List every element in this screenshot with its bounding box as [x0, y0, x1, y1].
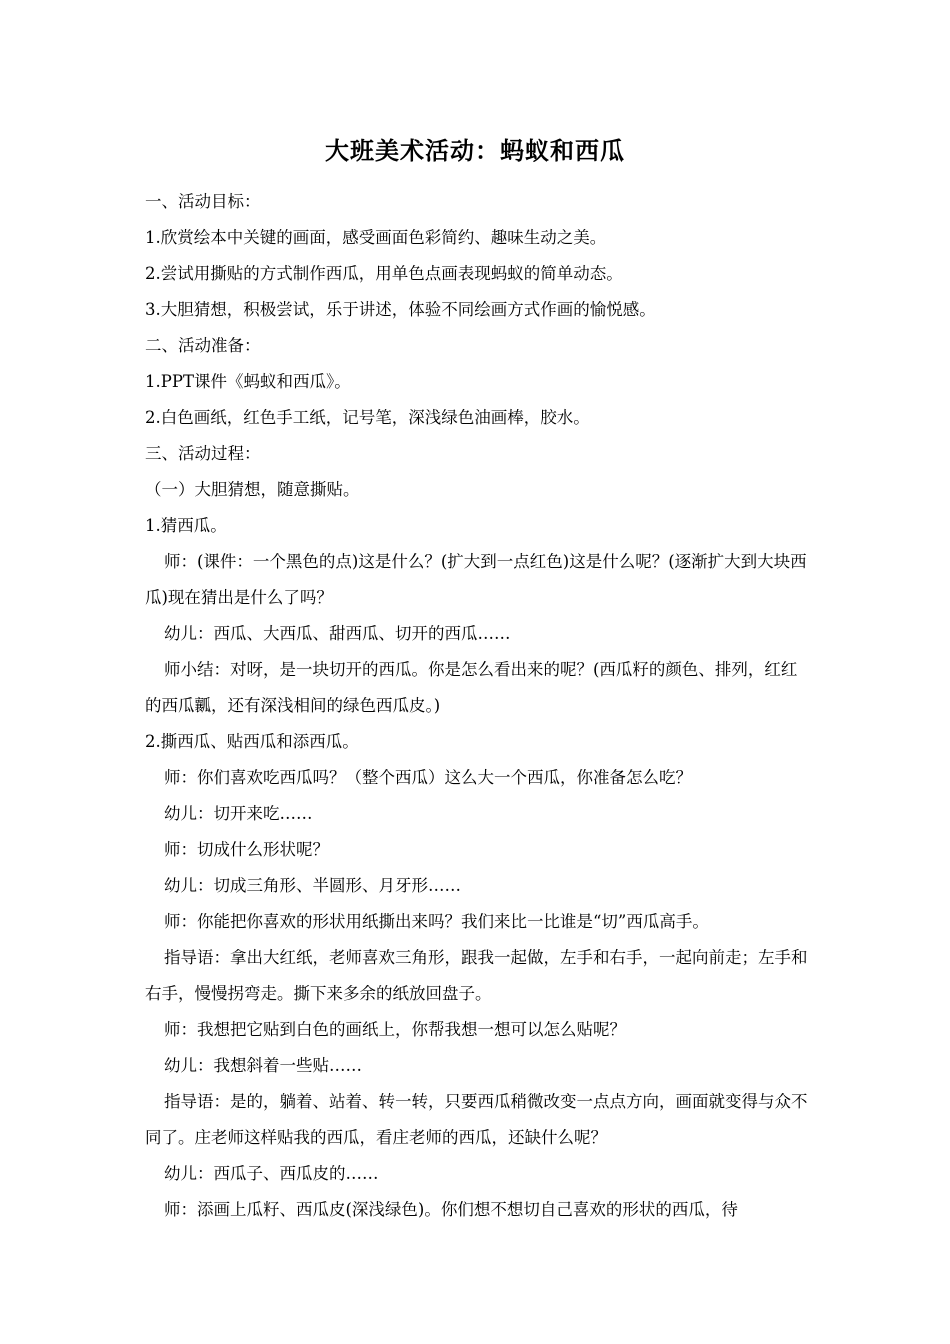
paragraph: 师：(课件：一个黑色的点)这是什么？(扩大到一点红色)这是什么呢？(逐渐扩大到大块西瓜)现在猜出是什么了吗？ [145, 552, 807, 607]
paragraph: 2.白色画纸，红色手工纸，记号笔，深浅绿色油画棒，胶水。 [145, 408, 590, 427]
paragraph: 幼儿：西瓜子、西瓜皮的…… [164, 1164, 379, 1183]
paragraph: 师：你们喜欢吃西瓜吗？（整个西瓜）这么大一个西瓜，你准备怎么吃？ [164, 768, 692, 787]
paragraph: 2.撕西瓜、贴西瓜和添西瓜。 [145, 732, 359, 751]
section-heading: 二、活动准备： [145, 336, 261, 355]
paragraph: 师：你能把你喜欢的形状用纸撕出来吗？我们来比一比谁是“切”西瓜高手。 [164, 912, 709, 931]
paragraph: 师：添画上瓜籽、西瓜皮(深浅绿色)。你们想不想切自己喜欢的形状的西瓜，待 [164, 1200, 738, 1219]
paragraph: 幼儿：切成三角形、半圆形、月牙形…… [164, 876, 461, 895]
document-body [145, 184, 810, 1228]
paragraph: 3.大胆猜想，积极尝试，乐于讲述，体验不同绘画方式作画的愉悦感。 [145, 300, 656, 319]
paragraph: 师小结：对呀，是一块切开的西瓜。你是怎么看出来的呢？(西瓜籽的颜色、排列，红红的西瓜瓤，还有深浅相间的绿色西瓜皮。) [145, 660, 798, 715]
paragraph: 幼儿：切开来吃…… [164, 804, 313, 823]
paragraph: 指导语：是的，躺着、站着、转一转，只要西瓜稍微改变一点点方向，画面就变得与众不同了。庄老师这样贴我的西瓜，看庄老师的西瓜，还缺什么呢？ [145, 1092, 808, 1147]
section-heading: 三、活动过程： [145, 444, 261, 463]
paragraph: 指导语：拿出大红纸，老师喜欢三角形，跟我一起做，左手和右手，一起向前走；左手和右手，慢慢拐弯走。撕下来多余的纸放回盘子。 [145, 948, 808, 1003]
paragraph: 师：切成什么形状呢？ [164, 840, 329, 859]
paragraph: 师：我想把它贴到白色的画纸上，你帮我想一想可以怎么贴呢？ [164, 1020, 626, 1039]
paragraph: 1.猜西瓜。 [145, 516, 227, 535]
subsection-heading: （一）大胆猜想，随意撕贴。 [145, 480, 360, 499]
paragraph: 1.欣赏绘本中关键的画面，感受画面色彩简约、趣味生动之美。 [145, 228, 607, 247]
paragraph: 1.PPT课件《蚂蚁和西瓜》。 [145, 372, 351, 391]
paragraph: 幼儿：西瓜、大西瓜、甜西瓜、切开的西瓜…… [164, 624, 511, 643]
paragraph: 幼儿：我想斜着一些贴…… [164, 1056, 362, 1075]
paragraph: 2.尝试用撕贴的方式制作西瓜，用单色点画表现蚂蚁的简单动态。 [145, 264, 623, 283]
section-heading: 一、活动目标： [145, 192, 261, 211]
document-title: 大班美术活动：蚂蚁和西瓜 [325, 137, 625, 165]
